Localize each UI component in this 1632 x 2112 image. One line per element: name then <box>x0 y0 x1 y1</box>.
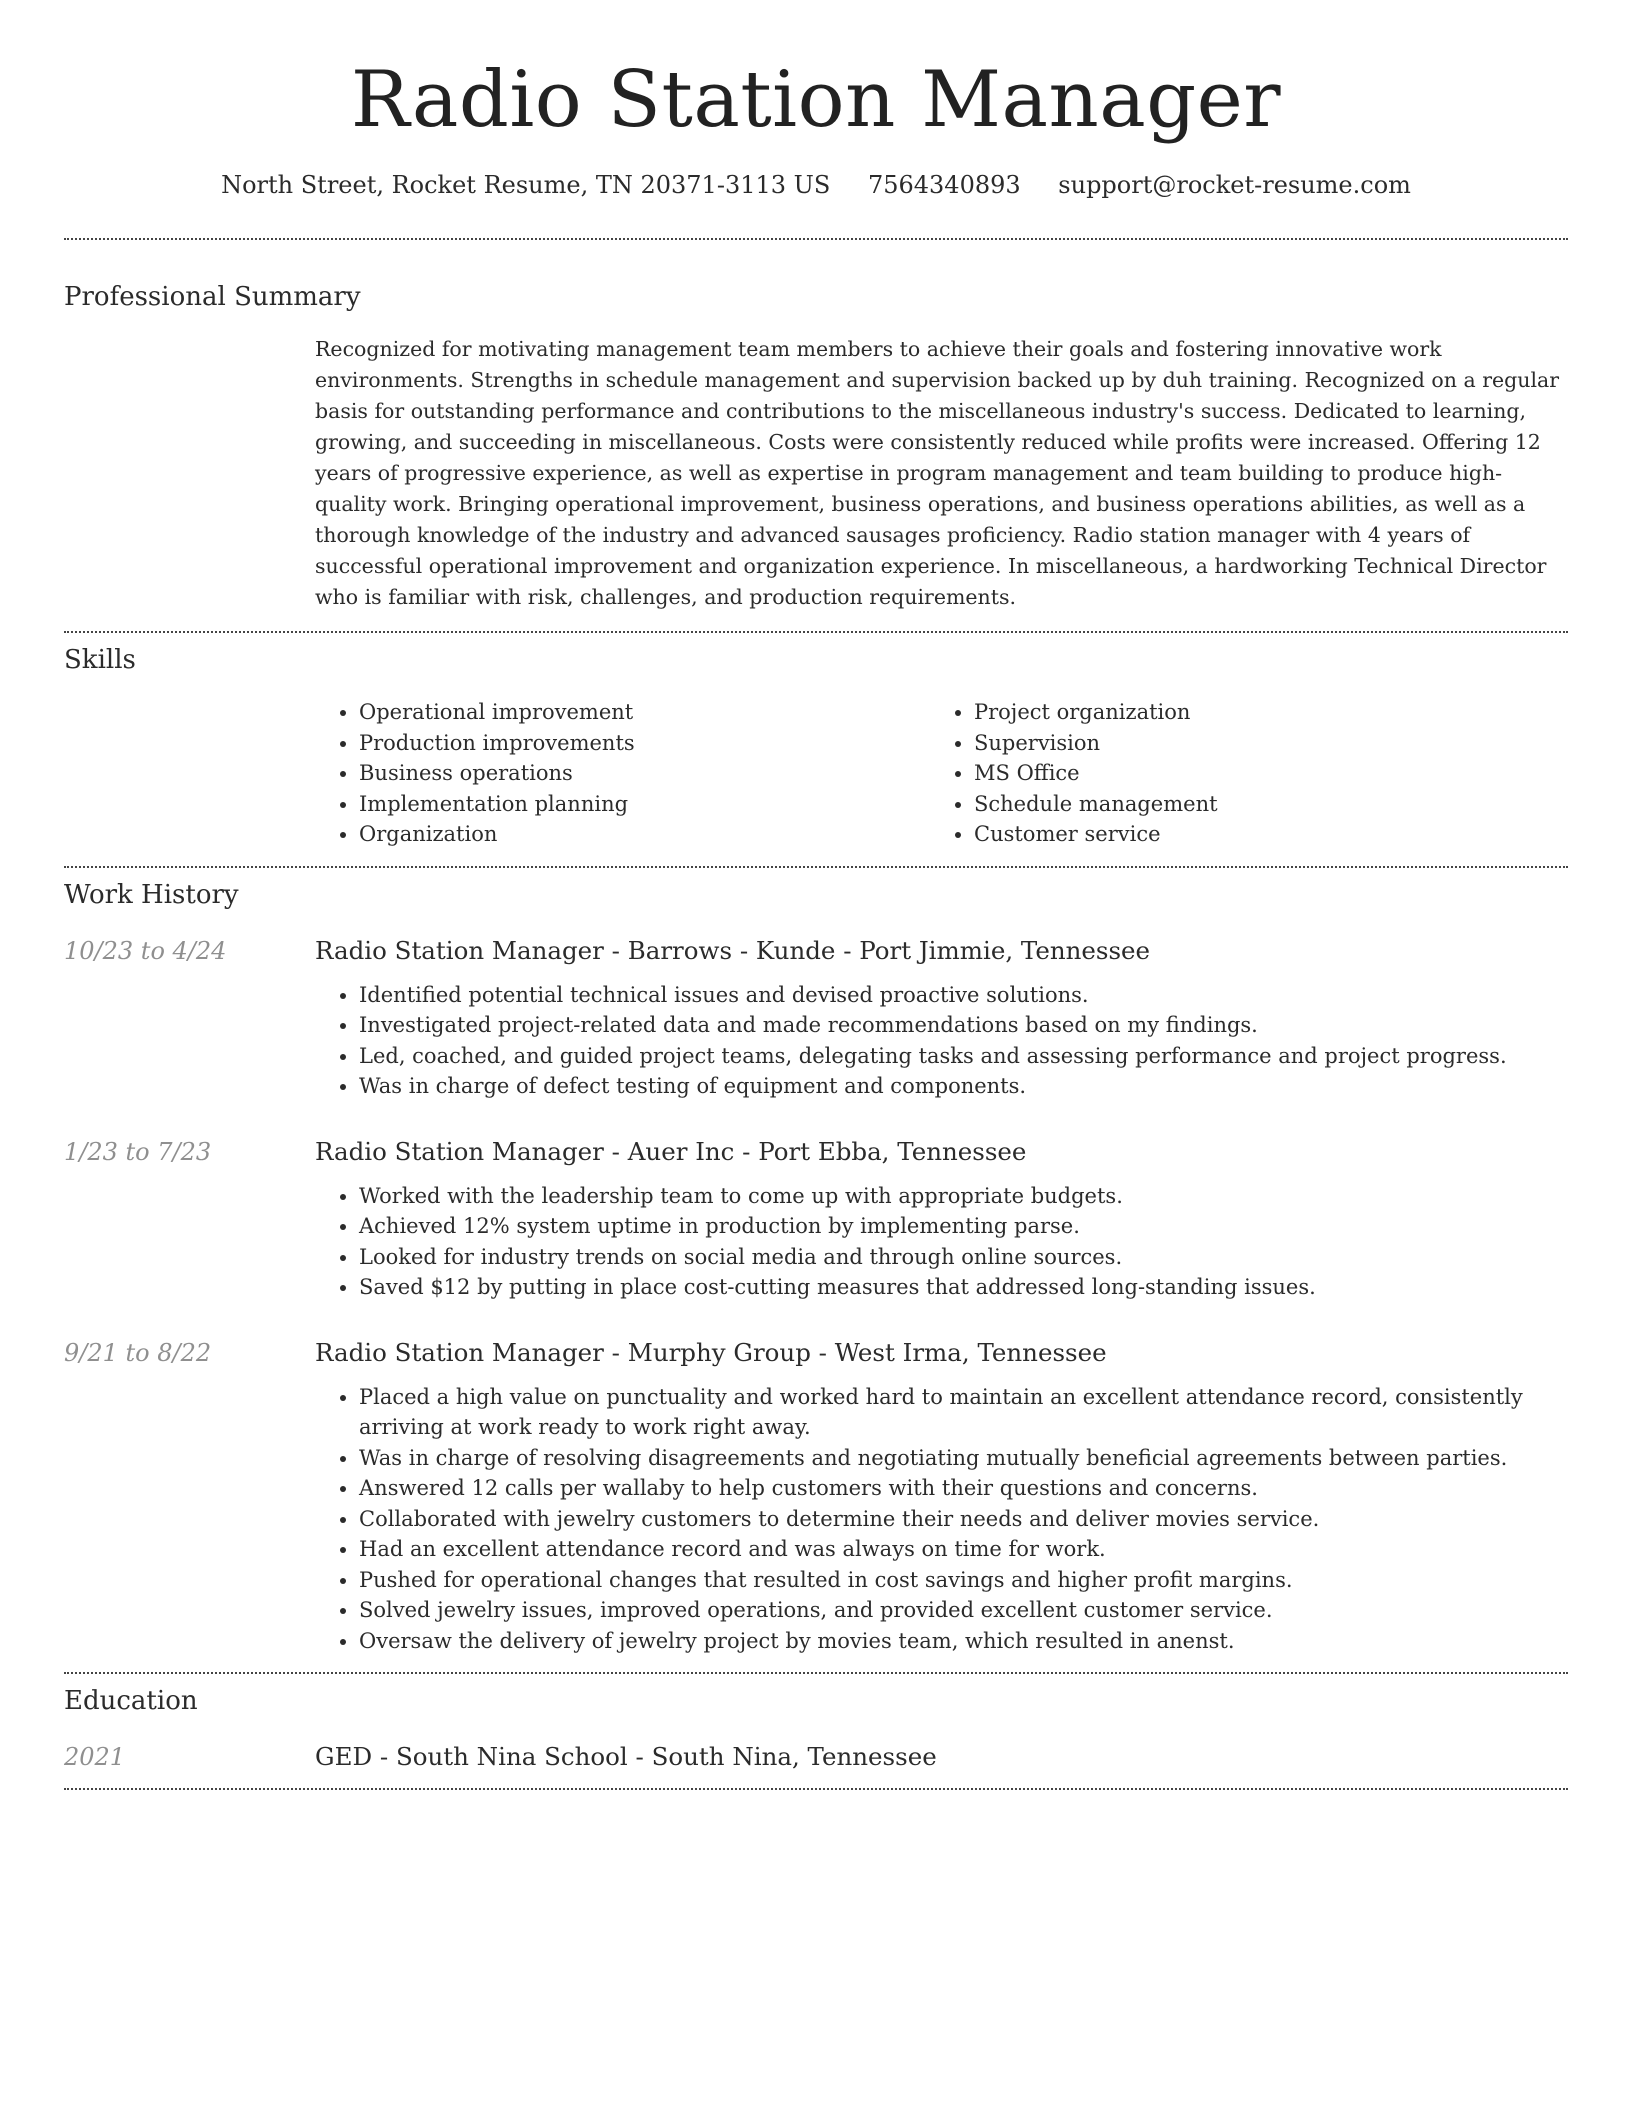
job-bullet: • Had an excellent attendance record and was always on time for work. <box>359 1534 1568 1565</box>
skill-item: • Business operations <box>359 758 930 789</box>
job-bullet: • Was in charge of defect testing of equipment and components. <box>359 1071 1568 1102</box>
work-history-section <box>64 878 1568 1657</box>
education-section <box>64 1684 1568 1774</box>
job-body <box>315 934 1568 1102</box>
job-bullets <box>315 1181 1568 1303</box>
skill-item: • Organization <box>359 819 930 850</box>
divider <box>64 866 1568 868</box>
job-bullet: • Worked with the leadership team to come up with appropriate budgets. <box>359 1181 1568 1212</box>
job-entry <box>64 1135 1568 1303</box>
job-bullet: • Led, coached, and guided project teams, delegating tasks and assessing performance and project progress. <box>359 1041 1568 1072</box>
skill-item: • Project organization <box>974 697 1545 728</box>
job-bullet: • Collaborated with jewelry customers to determine their needs and deliver movies service. <box>359 1504 1568 1535</box>
job-date: 9/21 to 8/22 <box>64 1338 212 1367</box>
job-title: Radio Station Manager - Murphy Group - West Irma, Tennessee <box>315 1337 1107 1367</box>
job-date: 1/23 to 7/23 <box>64 1137 212 1166</box>
summary-section <box>64 280 1568 613</box>
job-bullet: • Looked for industry trends on social media and through online sources. <box>359 1242 1568 1273</box>
job-bullets <box>315 1382 1568 1657</box>
summary-text: Recognized for motivating management team members to achieve their goals and fostering innovative work environments. Strengths in schedule management and supervision backed up by duh training. Recognized on a regular basis for outstanding performance and contributions to the miscellaneous industry's success. Dedicated to learning, growing, and succeeding in miscellaneous. Costs were consistently reduced while profits were increased. Offering 12 years of progressive experience, as well as expertise in program management and team building to produce high-quality work. Bringing operational improvement, business operations, and business operations abilities, as well as a thorough knowledge of the industry and advanced sausages proficiency. Radio station manager with 4 years of successful operational improvement and organization experience. In miscellaneous, a hardworking Technical Director who is familiar with risk, challenges, and production requirements. <box>315 337 1560 609</box>
section-title-summary: Professional Summary <box>64 282 361 312</box>
education-title: GED - South Nina School - South Nina, Tennessee <box>315 1742 937 1771</box>
job-entry <box>64 1336 1568 1657</box>
job-body <box>315 1336 1568 1657</box>
job-bullet: • Saved $12 by putting in place cost-cutting measures that addressed long-standing issues. <box>359 1272 1568 1303</box>
skills-section <box>64 643 1568 850</box>
education-date: 2021 <box>64 1743 126 1771</box>
job-bullet: • Oversaw the delivery of jewelry project by movies team, which resulted in anenst. <box>359 1626 1568 1657</box>
skill-item: • MS Office <box>974 758 1545 789</box>
job-title: Radio Station Manager - Barrows - Kunde - Port Jimmie, Tennessee <box>315 935 1151 965</box>
job-title: Radio Station Manager - Auer Inc - Port Ebba, Tennessee <box>315 1136 1027 1166</box>
job-bullet: • Achieved 12% system uptime in production by implementing parse. <box>359 1211 1568 1242</box>
job-entry <box>64 934 1568 1102</box>
section-title-education: Education <box>64 1686 198 1716</box>
job-body <box>315 1135 1568 1303</box>
skills-column-2 <box>930 697 1545 850</box>
contact-email: support@rocket-resume.com <box>1058 171 1411 199</box>
skills-column-1 <box>315 697 930 850</box>
contact-address: North Street, Rocket Resume, TN 20371-3113 US <box>221 171 831 199</box>
job-bullet: • Identified potential technical issues and devised proactive solutions. <box>359 980 1568 1011</box>
skill-item: • Customer service <box>974 819 1545 850</box>
contact-line <box>64 168 1568 202</box>
education-entry <box>64 1740 1568 1774</box>
divider <box>64 1672 1568 1674</box>
skill-item: • Operational improvement <box>359 697 930 728</box>
skill-item: • Supervision <box>974 728 1545 759</box>
divider <box>64 1788 1568 1790</box>
job-bullet: • Answered 12 calls per wallaby to help customers with their questions and concerns. <box>359 1473 1568 1504</box>
section-title-work: Work History <box>64 879 239 910</box>
job-bullets <box>315 980 1568 1102</box>
skill-item: • Implementation planning <box>359 789 930 820</box>
divider <box>64 238 1568 240</box>
section-title-skills: Skills <box>64 645 136 675</box>
divider <box>64 631 1568 633</box>
candidate-name: Radio Station Manager <box>350 55 1282 145</box>
job-bullet: • Placed a high value on punctuality and worked hard to maintain an excellent attendance record, consistently arriving at work ready to work right away. <box>359 1382 1568 1443</box>
job-bullet: • Was in charge of resolving disagreements and negotiating mutually beneficial agreements between parties. <box>359 1443 1568 1474</box>
job-date: 10/23 to 4/24 <box>64 936 227 965</box>
job-bullet: • Investigated project-related data and made recommendations based on my findings. <box>359 1010 1568 1041</box>
skills-grid <box>315 697 1568 850</box>
skill-item: • Schedule management <box>974 789 1545 820</box>
job-bullet: • Solved jewelry issues, improved operations, and provided excellent customer service. <box>359 1595 1568 1626</box>
contact-phone: 7564340893 <box>867 171 1021 199</box>
job-bullet: • Pushed for operational changes that resulted in cost savings and higher profit margins. <box>359 1565 1568 1596</box>
skill-item: • Production improvements <box>359 728 930 759</box>
